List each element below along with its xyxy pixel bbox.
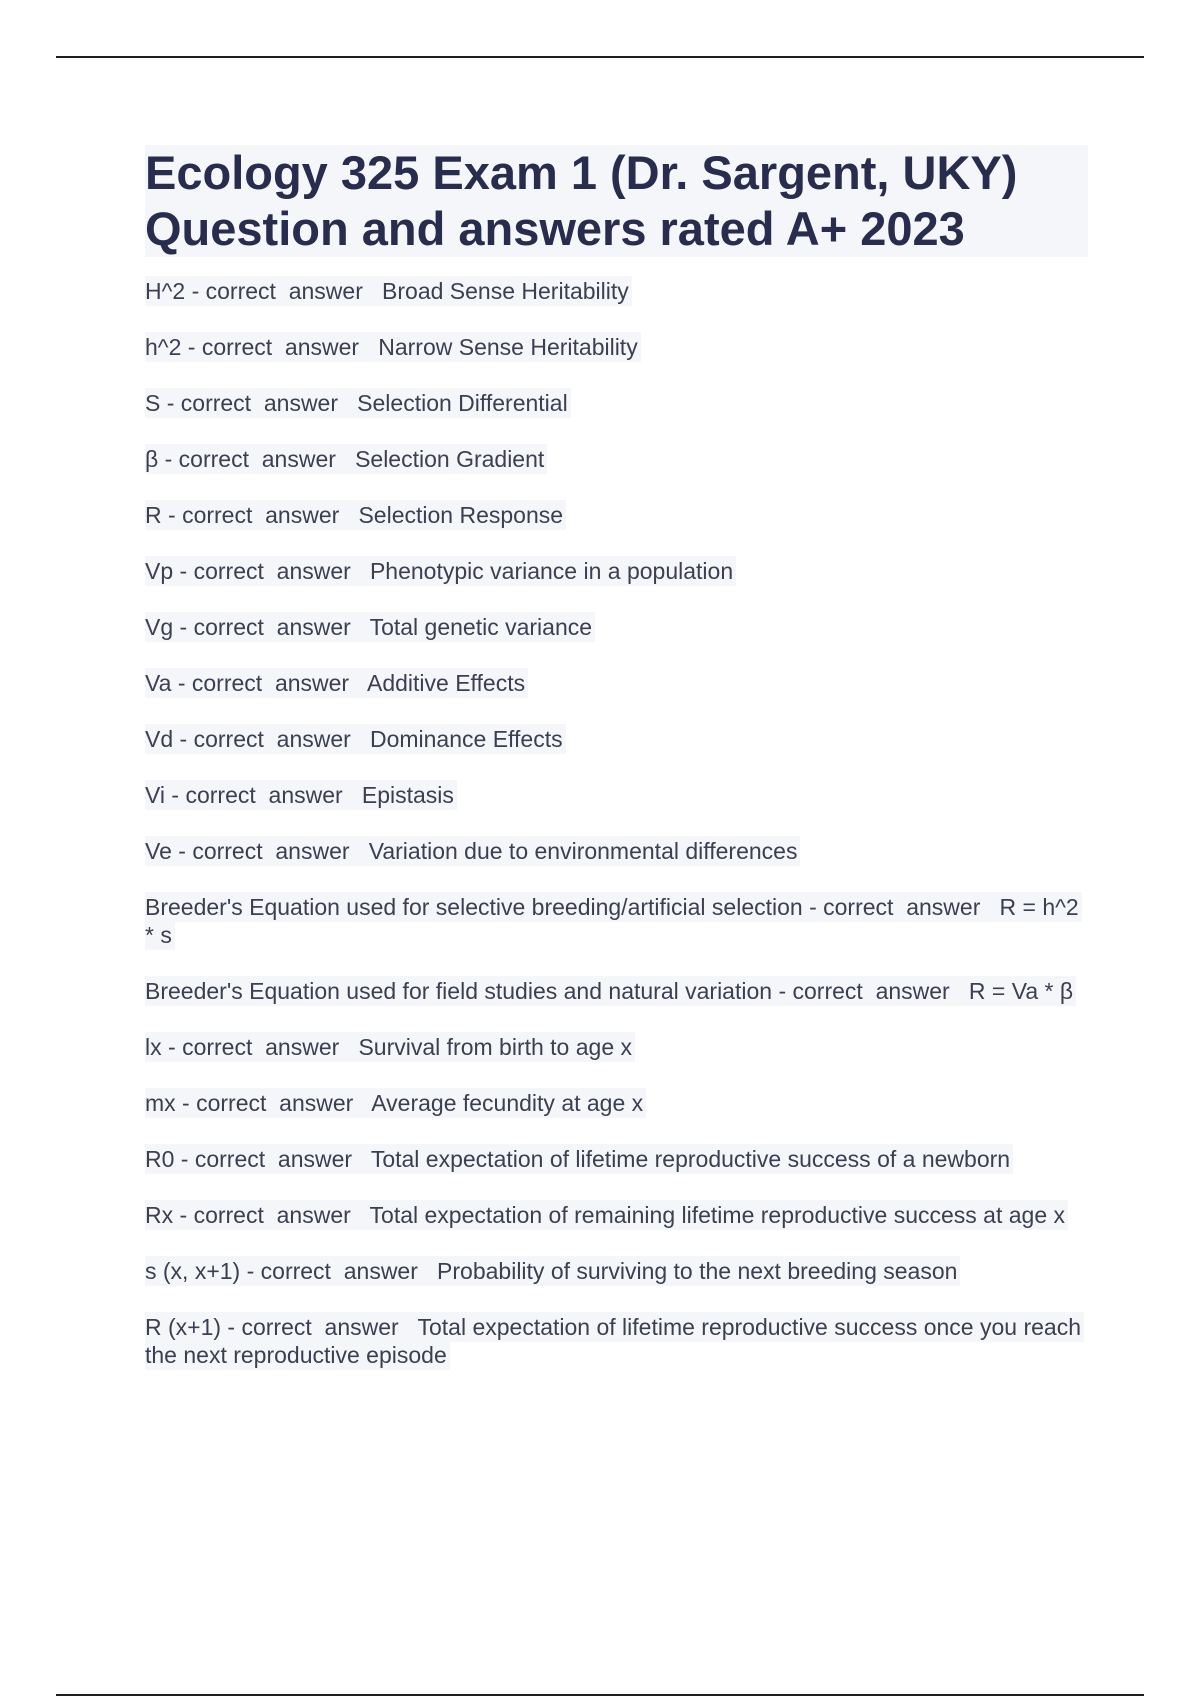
- qa-term: β: [145, 446, 159, 472]
- qa-term: S: [145, 390, 161, 416]
- qa-term: Breeder's Equation used for field studies and natural variation: [145, 978, 773, 1004]
- qa-answer: R = h^2 * s: [145, 894, 1079, 948]
- qa-answer: Phenotypic variance in a population: [369, 558, 734, 584]
- qa-answer: Probability of surviving to the next breeding season: [437, 1258, 958, 1284]
- qa-term: Breeder's Equation used for selective breeding/artificial selection: [145, 894, 803, 920]
- qa-item: [145, 333, 1088, 361]
- qa-answer: Epistasis: [361, 782, 454, 808]
- qa-answer: R = Va * β: [968, 978, 1074, 1004]
- qa-answer: Additive Effects: [367, 670, 526, 696]
- qa-term: lx: [145, 1034, 162, 1060]
- qa-item: [145, 893, 1088, 949]
- qa-answer: Survival from birth to age x: [358, 1034, 633, 1060]
- qa-separator: - correct answer: [161, 502, 359, 528]
- qa-item: [145, 445, 1088, 473]
- qa-separator: - correct answer: [161, 1034, 359, 1060]
- qa-separator: - correct answer: [158, 446, 356, 472]
- document-body: [145, 145, 1088, 1397]
- qa-term: R0: [145, 1146, 175, 1172]
- qa-term: Vp: [145, 558, 174, 584]
- qa-item: [145, 501, 1088, 529]
- qa-separator: - correct answer: [174, 1146, 371, 1172]
- qa-term: H^2: [145, 278, 186, 304]
- qa-separator: - correct answer: [173, 558, 370, 584]
- qa-separator: - correct answer: [185, 278, 383, 304]
- qa-separator: - correct answer: [173, 726, 370, 752]
- qa-answer: Total expectation of remaining lifetime reproductive success at age x: [369, 1202, 1066, 1228]
- qa-term: Va: [145, 670, 172, 696]
- qa-term: mx: [145, 1090, 176, 1116]
- qa-term: s (x, x+1): [145, 1258, 241, 1284]
- qa-answer: Selection Response: [358, 502, 564, 528]
- qa-item: [145, 1145, 1088, 1173]
- qa-separator: - correct answer: [175, 1090, 372, 1116]
- qa-item: [145, 669, 1088, 697]
- qa-item: [145, 781, 1088, 809]
- qa-item: [145, 837, 1088, 865]
- bottom-rule: [56, 1694, 1144, 1696]
- qa-term: Vd: [145, 726, 174, 752]
- qa-item: [145, 277, 1088, 305]
- qa-term: R (x+1): [145, 1314, 222, 1340]
- qa-answer: Broad Sense Heritability: [382, 278, 629, 304]
- qa-separator: - correct answer: [802, 894, 1000, 920]
- qa-separator: - correct answer: [160, 390, 358, 416]
- qa-item: [145, 1201, 1088, 1229]
- qa-answer: Total expectation of lifetime reproductive success once you reach the next reproductive episode: [145, 1314, 1081, 1368]
- qa-answer: Dominance Effects: [369, 726, 563, 752]
- qa-separator: - correct answer: [181, 334, 379, 360]
- qa-list: [145, 277, 1088, 1369]
- qa-separator: - correct answer: [165, 782, 362, 808]
- qa-term: Vi: [145, 782, 166, 808]
- qa-item: [145, 557, 1088, 585]
- qa-answer: Selection Differential: [357, 390, 568, 416]
- qa-separator: - correct answer: [171, 838, 369, 864]
- qa-answer: Variation due to environmental differences: [368, 838, 798, 864]
- qa-item: [145, 1313, 1088, 1369]
- qa-separator: - correct answer: [171, 670, 367, 696]
- qa-term: Vg: [145, 614, 174, 640]
- qa-answer: Average fecundity at age x: [371, 1090, 644, 1116]
- qa-item: [145, 613, 1088, 641]
- qa-term: h^2: [145, 334, 182, 360]
- qa-separator: - correct answer: [772, 978, 969, 1004]
- document-title: Ecology 325 Exam 1 (Dr. Sargent, UKY) Question and answers rated A+ 2023: [145, 145, 1088, 257]
- qa-answer: Selection Gradient: [355, 446, 545, 472]
- qa-term: Ve: [145, 838, 172, 864]
- qa-separator: - correct answer: [173, 614, 370, 640]
- qa-separator: - correct answer: [221, 1314, 418, 1340]
- qa-item: [145, 1033, 1088, 1061]
- qa-item: [145, 1257, 1088, 1285]
- qa-separator: - correct answer: [173, 1202, 370, 1228]
- qa-answer: Total genetic variance: [369, 614, 593, 640]
- qa-item: [145, 977, 1088, 1005]
- qa-answer: Narrow Sense Heritability: [378, 334, 638, 360]
- qa-separator: - correct answer: [240, 1258, 438, 1284]
- top-rule: [56, 56, 1144, 58]
- qa-answer: Total expectation of lifetime reproductive success of a newborn: [370, 1146, 1011, 1172]
- qa-item: [145, 725, 1088, 753]
- qa-item: [145, 1089, 1088, 1117]
- qa-term: Rx: [145, 1202, 174, 1228]
- qa-term: R: [145, 502, 162, 528]
- qa-item: [145, 389, 1088, 417]
